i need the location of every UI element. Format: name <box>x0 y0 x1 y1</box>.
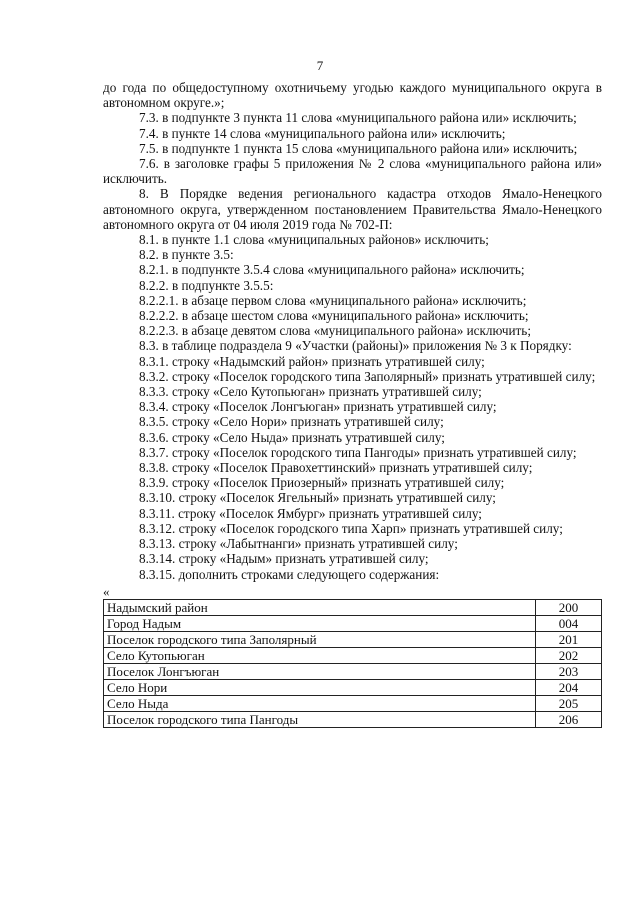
paragraph: 8.3.8. строку «Поселок Правохеттинский» признать утратившей силу; <box>139 460 533 476</box>
table-row <box>104 647 602 663</box>
paragraph: 7.6. в заголовке графы 5 приложения № 2 слова «муниципального района или» исключить. <box>103 156 602 187</box>
row-name-cell: Город Надым <box>104 615 536 631</box>
table-row <box>104 631 602 647</box>
paragraph: 8.3.4. строку «Поселок Лонгъюган» признать утратившей силу; <box>139 399 497 415</box>
row-name-cell: Село Кутопьюган <box>104 647 536 663</box>
row-name-cell: Село Ныда <box>104 695 536 711</box>
paragraph: 8.2.2.2. в абзаце шестом слова «муниципального района» исключить; <box>139 308 529 324</box>
row-code-cell: 206 <box>536 711 602 727</box>
row-code-cell: 201 <box>536 631 602 647</box>
document-body <box>103 80 602 728</box>
paragraph: 8.3.3. строку «Село Кутопьюган» признать утратившей силу; <box>139 384 482 400</box>
paragraph: 8.2.2.1. в абзаце первом слова «муниципального района» исключить; <box>139 292 527 308</box>
paragraph: 8.3.2. строку «Поселок городского типа Заполярный» признать утратившей силу; <box>139 368 596 384</box>
paragraph: до года по общедоступному охотничьему угодью каждого муниципального округа в автономном округе.»; <box>103 80 602 111</box>
paragraph: 8.3.1. строку «Надымский район» признать утратившей силу; <box>139 353 485 369</box>
table-row <box>104 695 602 711</box>
paragraph: 8.1. в пункте 1.1 слова «муниципальных районов» исключить; <box>139 232 489 248</box>
paragraph: 7.5. в подпункте 1 пункта 15 слова «муниципального района или» исключить; <box>139 140 578 156</box>
table-row <box>104 679 602 695</box>
paragraph: 8.2.2. в подпункте 3.5.5: <box>139 277 274 293</box>
table-row <box>104 615 602 631</box>
paragraph: 8.3.5. строку «Село Нори» признать утратившей силу; <box>139 414 444 430</box>
paragraph-list <box>103 80 602 582</box>
row-name-cell: Поселок Лонгъюган <box>104 663 536 679</box>
paragraph: 8.3.6. строку «Село Ныда» признать утратившей силу; <box>139 429 445 445</box>
row-code-cell: 203 <box>536 663 602 679</box>
row-code-cell: 004 <box>536 615 602 631</box>
paragraph: 8.3.15. дополнить строками следующего содержания: <box>139 566 440 582</box>
paragraph: 8. В Порядке ведения регионального кадастра отходов Ямало-Ненецкого автономного округа, утвержденном постановлением Правительства Ямало-Ненецкого автономного округа от 04 июля 2019 года № 702-П: <box>103 186 602 232</box>
paragraph: 8.3.7. строку «Поселок городского типа Пангоды» признать утратившей силу; <box>139 444 577 460</box>
paragraph: 8.3.10. строку «Поселок Ягельный» признать утратившей силу; <box>139 490 496 506</box>
table-row <box>104 599 602 615</box>
row-code-cell: 205 <box>536 695 602 711</box>
paragraph: 8.2. в пункте 3.5: <box>139 247 234 263</box>
paragraph: 8.3.9. строку «Поселок Приозерный» признать утратившей силу; <box>139 475 505 491</box>
row-code-cell: 202 <box>536 647 602 663</box>
table-row <box>104 663 602 679</box>
paragraph: 8.3. в таблице подраздела 9 «Участки (районы)» приложения № 3 к Порядку: <box>139 338 572 354</box>
row-name-cell: Надымский район <box>104 599 536 615</box>
paragraph: 7.3. в подпункте 3 пункта 11 слова «муниципального района или» исключить; <box>139 110 577 126</box>
paragraph: 8.2.1. в подпункте 3.5.4 слова «муниципального района» исключить; <box>139 262 525 278</box>
table-row <box>104 711 602 727</box>
paragraph: 8.3.11. строку «Поселок Ямбург» признать утратившей силу; <box>139 505 482 521</box>
paragraph: 7.4. в пункте 14 слова «муниципального района или» исключить; <box>139 125 506 141</box>
row-name-cell: Село Нори <box>104 679 536 695</box>
row-name-cell: Поселок городского типа Заполярный <box>104 631 536 647</box>
paragraph: 8.3.12. строку «Поселок городского типа Харп» признать утратившей силу; <box>139 520 563 536</box>
row-code-cell: 200 <box>536 599 602 615</box>
paragraph: 8.3.14. строку «Надым» признать утратившей силу; <box>139 551 429 567</box>
opening-quote-mark: « <box>103 583 110 599</box>
paragraph: 8.3.13. строку «Лабытнанги» признать утратившей силу; <box>139 536 458 552</box>
paragraph: 8.2.2.3. в абзаце девятом слова «муниципального района» исключить; <box>139 323 531 339</box>
page-number: 7 <box>316 58 324 73</box>
districts-table <box>103 599 602 728</box>
row-name-cell: Поселок городского типа Пангоды <box>104 711 536 727</box>
row-code-cell: 204 <box>536 679 602 695</box>
